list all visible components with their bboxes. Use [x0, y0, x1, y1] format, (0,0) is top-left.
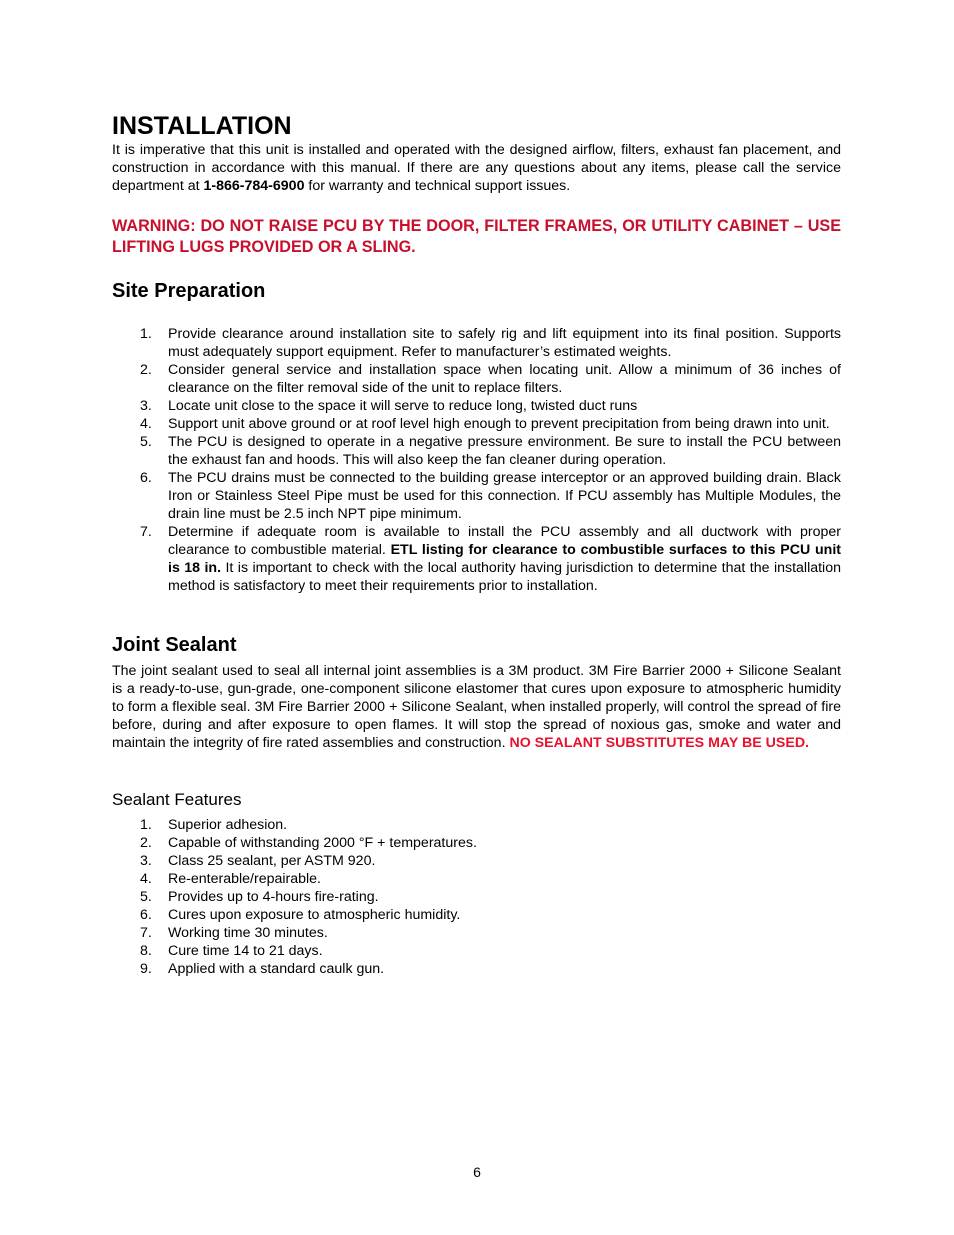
- list-number: 1.: [140, 326, 152, 342]
- list-item: [112, 852, 841, 870]
- list-item: [112, 415, 841, 433]
- list-item: [112, 397, 841, 415]
- list-item-text: The PCU is designed to operate in a negative pressure environment. Be sure to install the PCU between the exhaust fan and hoods. This will also keep the fan cleaner during operation.: [168, 434, 841, 468]
- list-item: [112, 834, 841, 852]
- sealant-features-list: [112, 816, 841, 978]
- list-number: 7.: [140, 925, 152, 941]
- jurisdiction-text: It is important to check with the local authority having jurisdiction to determine that the installation method is satisfactory to meet their requirements prior to installation.: [168, 560, 841, 594]
- list-item-text: Applied with a standard caulk gun.: [168, 961, 385, 977]
- list-item: [112, 523, 841, 595]
- list-number: 5.: [140, 889, 152, 905]
- list-number: 8.: [140, 943, 152, 959]
- list-number: 3.: [140, 853, 152, 869]
- list-number: 6.: [140, 470, 152, 486]
- list-item-text: The PCU drains must be connected to the building grease interceptor or an approved building drain. Black Iron or Stainless Steel Pipe must be used for this connection. If PCU assembly has Multiple Modules, the drain line must be 2.5 inch NPT pipe minimum.: [168, 470, 841, 522]
- list-item: [112, 816, 841, 834]
- list-item-text: Cures upon exposure to atmospheric humidity.: [168, 907, 461, 923]
- list-number: 4.: [140, 416, 152, 432]
- intro-paragraph: [112, 141, 841, 195]
- list-item: [112, 888, 841, 906]
- list-item-text: Superior adhesion.: [168, 817, 288, 833]
- list-number: 3.: [140, 398, 152, 414]
- sealant-features-heading: Sealant Features: [112, 790, 242, 809]
- list-number: 2.: [140, 362, 152, 378]
- list-item: [112, 960, 841, 978]
- intro-text-2: for warranty and technical support issues.: [304, 178, 571, 194]
- list-item: [112, 942, 841, 960]
- list-item-text: Re-enterable/repairable.: [168, 871, 322, 887]
- intro-text-1: It is imperative that this unit is installed and operated with the designed airflow, filters, exhaust fan placement, and construction in accordance with this manual. If there are any questions about any items, please call the service department at: [112, 142, 841, 194]
- list-item-text: Consider general service and installation space when locating unit. Allow a minimum of 36 inches of clearance on the filter removal side of the unit to replace filters.: [168, 362, 841, 396]
- list-number: 4.: [140, 871, 152, 887]
- service-phone-number: 1-866-784-6900: [203, 178, 305, 194]
- list-item-text: Provides up to 4-hours fire-rating.: [168, 889, 379, 905]
- page-number: 6: [473, 1164, 481, 1180]
- list-number: 1.: [140, 817, 152, 833]
- list-item: [112, 361, 841, 397]
- list-item-text: Capable of withstanding 2000 °F + temperatures.: [168, 835, 477, 851]
- sealant-substitution-notice: NO SEALANT SUBSTITUTES MAY BE USED.: [509, 735, 810, 751]
- list-number: 6.: [140, 907, 152, 923]
- list-item: [112, 433, 841, 469]
- list-item-text: Class 25 sealant, per ASTM 920.: [168, 853, 376, 869]
- list-item: [112, 469, 841, 523]
- list-item-text: Cure time 14 to 21 days.: [168, 943, 323, 959]
- list-item-text: [168, 523, 841, 595]
- site-preparation-list: [112, 325, 841, 595]
- list-number: 2.: [140, 835, 152, 851]
- etl-clearance-statement: ETL listing for clearance to combustible surfaces to this PCU unit is 18 in.: [168, 542, 841, 576]
- clearance-text: Determine if adequate room is available to install the PCU assembly and all ductwork with proper clearance to combustible material.: [168, 524, 841, 558]
- list-item-text: Locate unit close to the space it will serve to reduce long, twisted duct runs: [168, 398, 638, 414]
- joint-sealant-paragraph: [112, 662, 841, 752]
- list-number: 5.: [140, 434, 152, 450]
- lifting-warning: WARNING: DO NOT RAISE PCU BY THE DOOR, FILTER FRAMES, OR UTILITY CABINET – USE LIFTING LUGS PROVIDED OR A SLING.: [112, 217, 841, 256]
- list-item-text: Provide clearance around installation site to safely rig and lift equipment into its final position. Supports must adequately support equipment. Refer to manufacturer’s estimated weights.: [168, 326, 841, 360]
- list-item-text: Working time 30 minutes.: [168, 925, 328, 941]
- list-item: [112, 325, 841, 361]
- page-title: INSTALLATION: [112, 112, 292, 140]
- site-preparation-heading: Site Preparation: [112, 280, 266, 302]
- list-item: [112, 870, 841, 888]
- list-number: 9.: [140, 961, 152, 977]
- joint-sealant-heading: Joint Sealant: [112, 634, 237, 656]
- joint-sealant-text: The joint sealant used to seal all internal joint assemblies is a 3M product. 3M Fire Barrier 2000 + Silicone Sealant is a ready-to-use, gun-grade, one-component silicone elastomer that cures upon exposure to atmospheric humidity to form a flexible seal. 3M Fire Barrier 2000 + Silicone Sealant, when installed properly, will control the spread of fire before, during and after exposure to open flames. It will stop the spread of noxious gas, smoke and water and maintain the integrity of fire rated assemblies and construction.: [112, 663, 841, 751]
- list-item: [112, 906, 841, 924]
- list-item-text: Support unit above ground or at roof level high enough to prevent precipitation from being drawn into unit.: [168, 416, 830, 432]
- list-number: 7.: [140, 524, 152, 540]
- list-item: [112, 924, 841, 942]
